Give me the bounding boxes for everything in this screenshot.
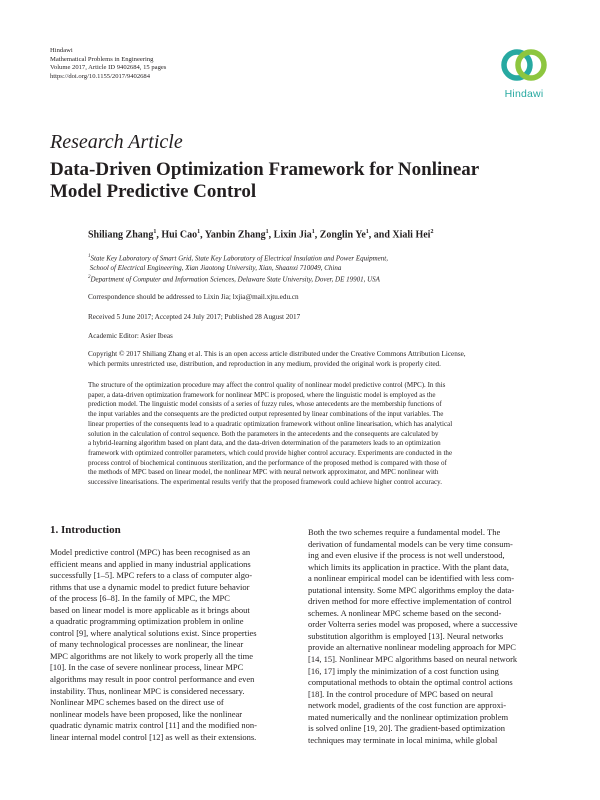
body-text-line: putational intensity. Some MPC algorithms employ the data- — [308, 584, 515, 595]
abstract-line: linear properties of the consequents lead to a quadratic optimization framework without online linearisation, which has analytical — [88, 419, 453, 428]
author-separator: , and — [368, 229, 393, 241]
author-separator: , — [156, 229, 162, 241]
body-text-line: quadratic dynamic matrix control [11] and the modified non- — [50, 720, 257, 731]
body-text-line: techniques may terminate in local minima, while global — [308, 734, 498, 745]
body-text-line: algorithms may result in poor control performance and even — [50, 674, 255, 685]
body-text-line: of many technological processes are nonlinear, the linear — [50, 639, 244, 650]
affiliation-2 — [88, 273, 388, 284]
copyright-line: Copyright © 2017 Shiliang Zhang et al. This is an open access article distributed under the Creative Commons Attribution License, — [88, 350, 466, 358]
body-text-line: based on linear model is more applicable as it brings about — [50, 604, 250, 615]
body-text-line: [10]. In the case of severe nonlinear process, linear MPC — [50, 662, 244, 673]
publisher-name: Hindawi — [50, 47, 73, 54]
body-text-line: provide an alternative nonlinear modeling approach for MPC — [308, 642, 516, 653]
body-text-line: which limits its application in practice. With the plant data, — [308, 561, 509, 572]
body-text-line: of the process [6–8]. In the family of MPC, the MPC — [50, 593, 230, 604]
journal-name: Mathematical Problems in Engineering — [50, 55, 154, 63]
body-text-line: a quadratic programming optimization problem in online — [50, 616, 244, 627]
body-text-line: a nonlinear empirical model can be identified with less com- — [308, 573, 515, 584]
body-text-line: successfully [1–5]. MPC refers to a class of computer algo- — [50, 570, 253, 581]
author-name: Yanbin Zhang — [204, 229, 266, 241]
author-affiliation-mark: 1 — [311, 229, 315, 235]
body-text-line: derivation of fundamental models can be very time consum- — [308, 538, 513, 549]
right-column — [308, 527, 551, 746]
body-text-line: control [9], where analytical solutions exist. Since properties — [50, 627, 257, 638]
volume-info: Volume 2017, Article ID 9402684, 15 pages — [50, 64, 167, 72]
abstract-line: The structure of the optimization procedure may affect the control quality of nonlinear model predictive control (MPC). In this — [88, 381, 446, 389]
affiliation-1-cont — [88, 263, 388, 273]
body-text-line: MPC algorithms are not likely to work properly all the time — [50, 650, 254, 661]
publication-dates: Received 5 June 2017; Accepted 24 July 2017; Published 28 August 2017 — [88, 313, 301, 321]
body-text-line: instability. Thus, nonlinear MPC is considered necessary. — [50, 685, 245, 696]
body-text-line: [16, 17] imply the minimization of a cost function using — [308, 665, 499, 676]
author-list — [88, 229, 433, 240]
author-name: Lixin Jia — [273, 229, 312, 241]
author-name: Zonglin Ye — [319, 229, 366, 241]
body-text-line: substitution algorithm is employed [13]. Neural networks — [308, 630, 504, 641]
body-text-line: nonlinear models have been proposed, like the nonlinear — [50, 708, 243, 719]
body-text-line: [14, 15]. Nonlinear MPC algorithms based on neural network — [308, 654, 518, 665]
left-column — [50, 547, 293, 743]
abstract-line: the input variables and the consequents are the predicted output represented by linear combinations of the input variables. The — [88, 410, 444, 419]
copyright-notice — [88, 349, 556, 369]
body-text-line: ing and even elusive if the process is not well understood, — [308, 550, 505, 561]
body-text-line: is solved online [19, 20]. The gradient-based optimization — [308, 723, 505, 734]
logo-wordmark: Hindawi — [504, 88, 544, 100]
body-text-line: rithms that use a dynamic model to predict future behavior — [50, 581, 250, 592]
body-text-line: efficient means and applied in many industrial applications — [50, 558, 251, 569]
hindawi-logo — [496, 43, 552, 105]
abstract-line: a hybrid-learning algorithm based on plant data, and the data-driven determination of the parameters leads to an optimization — [88, 439, 441, 448]
author-affiliation-mark: 1 — [365, 229, 369, 235]
body-text-line: [18]. In the control procedure of MPC based on neural — [308, 688, 494, 699]
author-affiliation-mark: 1 — [197, 229, 201, 235]
affiliation-text: School of Electrical Engineering, Xian Jiaotong University, Xian, Shaanxi 710049, China — [89, 264, 342, 273]
author-name: Xiali Hei — [392, 229, 431, 241]
body-text-line: linear internal model control [12] as well as their extensions. — [50, 731, 257, 742]
copyright-line: which permits unrestricted use, distribution, and reproduction in any medium, provided the original work is properly cited. — [88, 360, 441, 368]
body-text-line: order Volterra series model was proposed, where a successive — [308, 619, 518, 630]
body-text-line: driven method for more effective implementation of control — [308, 596, 512, 607]
affiliations — [88, 252, 388, 285]
affiliation-mark: 2 — [88, 275, 91, 281]
abstract-line: framework with optimized controller parameters, which could provide higher control accuracy. Experiments are conducted in the — [88, 448, 453, 457]
body-text-line: Nonlinear MPC schemes based on the direct use of — [50, 697, 224, 708]
body-text-line: Model predictive control (MPC) has been recognised as an — [50, 547, 251, 557]
title-line: Model Predictive Control — [50, 181, 257, 202]
body-text-line: network model, gradients of the cost function are approxi- — [308, 700, 507, 711]
body-text-line: computational methods to obtain the optimal control actions — [308, 677, 513, 688]
abstract-line: prediction model. The linguistic model consists of a series of fuzzy rules, whose antecedents are the membership functions of — [88, 400, 442, 409]
hindawi-logo-icon — [496, 43, 552, 87]
affiliation-text: Department of Computer and Information Sciences, Delaware State University, Dover, DE 19901, USA — [90, 275, 380, 284]
author-name: Shiliang Zhang — [88, 229, 154, 241]
author-affiliation-mark: 2 — [430, 229, 434, 235]
section-heading: 1. Introduction — [50, 524, 121, 536]
author-affiliation-mark: 1 — [153, 229, 157, 235]
author-name: Hui Cao — [161, 229, 198, 241]
article-type: Research Article — [50, 131, 183, 153]
doi-link[interactable]: https://doi.org/10.1155/2017/9402684 — [50, 72, 151, 80]
title-line: Data-Driven Optimization Framework for Nonlinear — [50, 159, 480, 180]
correspondence: Correspondence should be addressed to Lixin Jia; lxjia@mail.xjtu.edu.cn — [88, 293, 299, 301]
body-text-line: Both the two schemes require a fundamental model. The — [308, 527, 501, 537]
author-affiliation-mark: 1 — [265, 229, 269, 235]
abstract-line: the methods of MPC based on linear model, the nonlinear MPC with neural network approximator, and MPC nonlinear with — [88, 468, 439, 477]
article-title — [50, 159, 530, 203]
affiliation-1 — [88, 252, 388, 263]
body-text-line: mated numerically and the nonlinear optimization problem — [308, 711, 509, 722]
abstract-line: successive linearisations. The experimental results verify that the proposed framework could achieve higher control accuracy. — [88, 478, 442, 487]
abstract-line: solution in the calculation of control sequence. Both the parameters in the antecedents and the consequents are calculated by — [88, 429, 439, 438]
author-separator: , — [314, 229, 320, 241]
body-text-line: schemes. A nonlinear MPC scheme based on the second- — [308, 607, 502, 618]
abstract — [88, 381, 552, 488]
author-separator: , — [268, 229, 274, 241]
academic-editor: Academic Editor: Asier Ibeas — [88, 332, 173, 340]
abstract-line: paper, a data-driven optimization framework for nonlinear MPC is proposed, where the linguistic model is employed as the — [88, 390, 436, 399]
affiliation-text: State Key Laboratory of Smart Grid, State Key Laboratory of Electrical Insulation and Power Equipment, — [90, 254, 388, 263]
abstract-line: process control of biochemical continuous sterilization, and the performance of the proposed method is compared with those of — [88, 458, 447, 467]
affiliation-mark: 1 — [88, 254, 91, 259]
journal-header — [50, 47, 166, 81]
author-separator: , — [200, 229, 205, 241]
